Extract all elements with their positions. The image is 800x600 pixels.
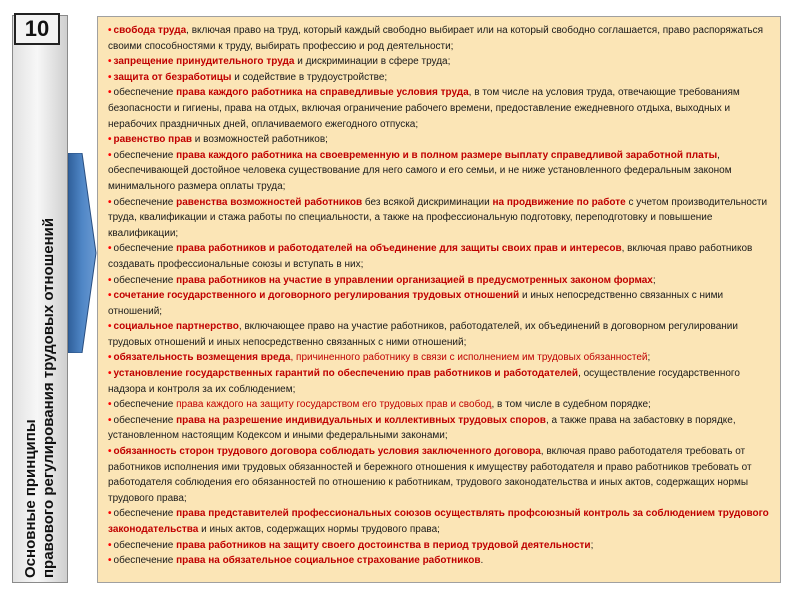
principle-text: ; bbox=[652, 274, 656, 286]
principle-text: ; bbox=[647, 352, 651, 364]
principle-prefix: обеспечение bbox=[113, 196, 177, 208]
principle-text: , включая право работодателя требовать от работников исполнения ими трудовых обязанностей и бережного отношения к имуществу работодателя и право работников требовать от работодателя соблюдения его обязанностей по отношению к работникам, трудового законодательства и иных актов, содержащих нормы трудового права; bbox=[108, 446, 752, 504]
bullet-icon: • bbox=[108, 274, 112, 286]
principle-item bbox=[108, 350, 772, 366]
bullet-icon: • bbox=[108, 414, 112, 426]
principle-item bbox=[108, 319, 772, 350]
bullet-icon: • bbox=[108, 368, 112, 380]
principle-item bbox=[108, 444, 772, 506]
principle-highlight: защита от безработицы bbox=[113, 71, 232, 83]
principle-prefix: обеспечение bbox=[113, 243, 177, 255]
principle-text: . bbox=[480, 555, 484, 567]
principle-text: , обеспечивающей достойное человека существование для него самого и его семьи, и не ниже установленного федеральным законом минимального размера оплаты труда; bbox=[108, 149, 732, 192]
principle-item bbox=[108, 538, 772, 554]
bullet-icon: • bbox=[108, 25, 112, 36]
principle-text: и дискриминации в сфере труда; bbox=[294, 56, 451, 68]
principles-list bbox=[97, 16, 781, 583]
sidebar-title-line-2: правового регулирования трудовых отношений bbox=[40, 217, 57, 578]
principle-text: без всякой дискриминации bbox=[362, 196, 493, 208]
bullet-icon: • bbox=[108, 508, 112, 520]
principle-prefix: обеспечение bbox=[113, 414, 177, 426]
principle-item bbox=[108, 366, 772, 397]
principle-highlight: права каждого работника на своевременную и в полном размере выплату справедливой заработной платы bbox=[176, 149, 718, 161]
principle-text-2: с учетом производительности труда, квалификации и стажа работы по специальности, а также на профессиональную подготовку, переподготовку и повышение квалификации; bbox=[108, 196, 768, 239]
principle-highlight: установление государственных гарантий по обеспечению прав работников и работодателей bbox=[113, 368, 579, 380]
principle-item bbox=[108, 288, 772, 319]
principle-highlight: права на разрешение индивидуальных и коллективных трудовых споров bbox=[176, 414, 546, 426]
principle-text: и содействие в трудоустройстве; bbox=[231, 71, 388, 83]
principle-prefix: обеспечение bbox=[113, 539, 177, 551]
principle-highlight: свобода труда bbox=[113, 25, 187, 36]
right-arrow-icon bbox=[68, 153, 98, 353]
principle-highlight: права работников на защиту своего достоинства в период трудовой деятельности bbox=[176, 539, 591, 551]
principle-text: , а также права на забастовку в порядке, установленном настоящим Кодексом и иными федеральными законами; bbox=[108, 414, 736, 442]
sidebar-title-line-1: Основные принципы bbox=[22, 419, 39, 578]
bullet-icon: • bbox=[108, 290, 112, 302]
principle-item bbox=[108, 148, 772, 195]
principle-item bbox=[108, 23, 772, 54]
principle-item bbox=[108, 241, 772, 272]
bullet-icon: • bbox=[108, 539, 112, 551]
bullet-icon: • bbox=[108, 87, 112, 99]
principle-prefix: обеспечение bbox=[113, 555, 177, 567]
principle-text: и иных актов, содержащих нормы трудового права; bbox=[198, 524, 440, 535]
principle-prefix: обеспечение bbox=[113, 399, 177, 411]
principle-item bbox=[108, 54, 772, 70]
sidebar-title bbox=[12, 18, 68, 578]
principle-highlight: права каждого работника на справедливые условия труда bbox=[176, 87, 469, 99]
principle-highlight: запрещение принудительного труда bbox=[113, 56, 295, 68]
principle-highlight: обязанность сторон трудового договора соблюдать условия заключенного договора bbox=[113, 446, 541, 458]
bullet-icon: • bbox=[108, 399, 112, 411]
principle-item bbox=[108, 273, 772, 289]
principle-prefix: обеспечение bbox=[113, 274, 177, 286]
principle-text: , включая право на труд, который каждый свободно выбирает или на который свободно соглашается, право распоряжаться своими способностями к труду, выбирать профессию и род деятельности; bbox=[108, 25, 764, 52]
bullet-icon: • bbox=[108, 56, 112, 68]
principle-item bbox=[108, 195, 772, 242]
principle-text: , в том числе в судебном порядке; bbox=[491, 399, 651, 411]
principle-highlight: социальное партнерство bbox=[113, 321, 239, 333]
principle-text: , осуществление государственного надзора и контроля за их соблюдением; bbox=[108, 368, 740, 395]
principle-item bbox=[108, 70, 772, 86]
bullet-icon: • bbox=[108, 149, 112, 161]
principle-text: ; bbox=[590, 539, 594, 551]
principle-text: и возможностей работников; bbox=[192, 134, 328, 146]
bullet-icon: • bbox=[108, 352, 112, 364]
bullet-icon: • bbox=[108, 321, 112, 333]
principle-prefix: обеспечение bbox=[113, 508, 177, 520]
principle-highlight-plain: права каждого на защиту государством его трудовых прав и свобод bbox=[176, 399, 492, 411]
principle-text: , включая право работников создавать профессиональные союзы и вступать в них; bbox=[108, 243, 753, 270]
principle-highlight: сочетание государственного и договорного регулирования трудовых отношений bbox=[113, 290, 520, 302]
principle-text: и иных непосредственно связанных с ними отношений; bbox=[108, 290, 724, 317]
principle-text: , в том числе на условия труда, отвечающие требованиям безопасности и гигиены, права на отдых, включая ограничение рабочего времени, предоставление ежедневного отдыха, выходных и нерабочих праздничных дней, оплачиваемого ежегодного отпуска; bbox=[108, 87, 740, 130]
principle-item bbox=[108, 85, 772, 132]
principle-item bbox=[108, 132, 772, 148]
principle-item bbox=[108, 506, 772, 537]
principle-highlight: права работников на участие в управлении организацией в предусмотренных законом формах bbox=[176, 274, 653, 286]
principle-item bbox=[108, 553, 772, 569]
principle-highlight: равенство прав bbox=[113, 134, 193, 146]
principle-highlight: права работников и работодателей на объединение для защиты своих прав и интересов bbox=[176, 243, 622, 255]
principle-prefix: обеспечение bbox=[113, 87, 177, 99]
bullet-icon: • bbox=[108, 243, 112, 255]
bullet-icon: • bbox=[108, 71, 112, 83]
principle-highlight: обязательность возмещения вреда bbox=[113, 352, 291, 364]
principle-highlight: права представителей профессиональных союзов осуществлять профсоюзный контроль за соблюдением трудового законодательства bbox=[108, 508, 769, 535]
bullet-icon: • bbox=[108, 555, 112, 567]
principle-highlight: права на обязательное социальное страхование работников bbox=[176, 555, 481, 567]
bullet-icon: • bbox=[108, 446, 112, 458]
principle-item bbox=[108, 413, 772, 444]
bullet-icon: • bbox=[108, 196, 112, 208]
slide-number-badge: 10 bbox=[14, 13, 60, 45]
principle-item bbox=[108, 397, 772, 413]
principle-highlight-2: на продвижение по работе bbox=[492, 196, 626, 208]
principle-prefix: обеспечение bbox=[113, 149, 177, 161]
bullet-icon: • bbox=[108, 134, 112, 146]
principle-highlight-plain: , причиненного работнику в связи с исполнением им трудовых обязанностей bbox=[290, 352, 648, 364]
principle-text: , включающее право на участие работников, работодателей, их объединений в договорном регулировании трудовых отношений и иных непосредственно связанных с ними отношений; bbox=[108, 321, 738, 348]
principle-highlight: равенства возможностей работников bbox=[176, 196, 363, 208]
